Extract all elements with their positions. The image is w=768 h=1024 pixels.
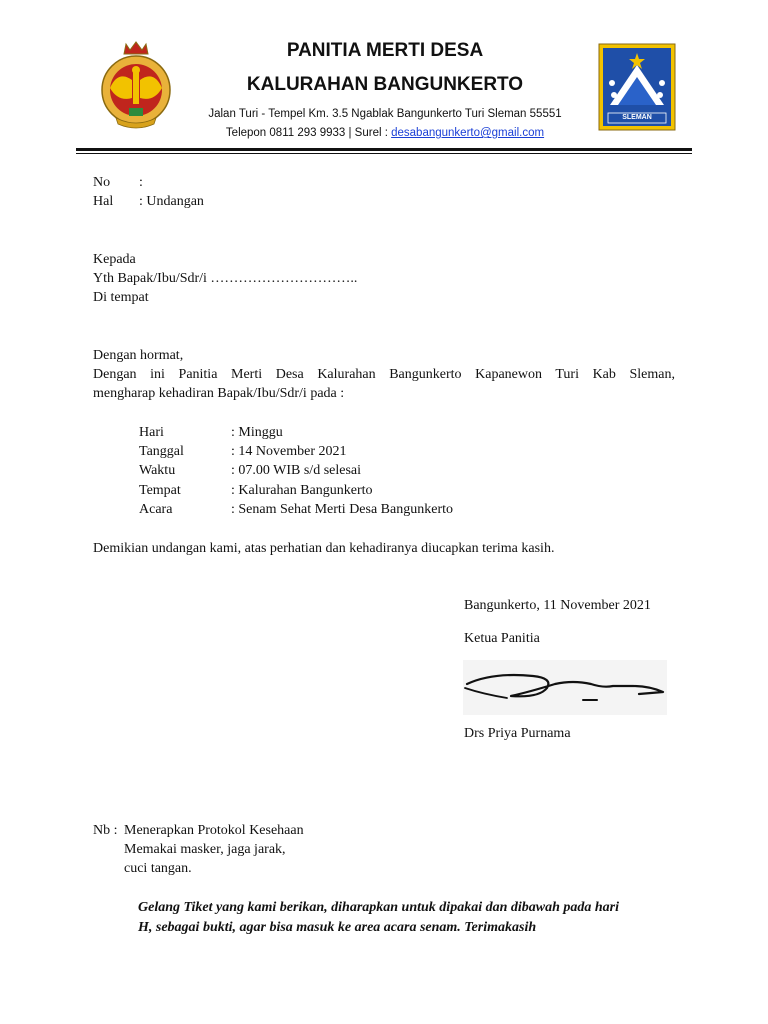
event-value-day: : Minggu [231, 425, 283, 440]
event-label-agenda: Acara [139, 502, 173, 517]
ticket-notice [138, 898, 678, 938]
event-value-time: : 07.00 WIB s/d selesai [231, 463, 362, 478]
email-link[interactable]: desabangunkerto@gmail.com [391, 127, 545, 139]
event-value-place: : Kalurahan Bangunkerto [231, 483, 373, 498]
intro-line-1: Dengan ini Panitia Merti Desa Kalurahan Bangunkerto Kapanewon Turi Kab Sleman, [93, 367, 675, 382]
signature-image [463, 660, 667, 715]
letterhead-divider-thin [76, 153, 692, 154]
greeting: Dengan hormat, [93, 348, 184, 363]
ticket-notice-line-1: Gelang Tiket yang kami berikan, diharapkan untuk dipakai dan dibawah pada hari [138, 900, 620, 915]
ticket-notice-line-2: H, sebagai bukti, agar bisa masuk ke area acara senam. Terimakasih [138, 920, 537, 935]
recipient-kepada: Kepada [93, 252, 136, 267]
note-line-1: Menerapkan Protokol Kesehaan [124, 823, 304, 838]
signature-name: Drs Priya Purnama [464, 726, 571, 741]
signature-place-date: Bangunkerto, 11 November 2021 [464, 598, 651, 613]
event-label-time: Waktu [139, 463, 176, 478]
event-label-date: Tanggal [139, 444, 184, 459]
regency-logo-text: SLEMAN [622, 114, 652, 121]
signature-position: Ketua Panitia [464, 631, 540, 646]
org-contact [170, 127, 600, 139]
event-label-place: Tempat [139, 483, 181, 498]
left-emblem-logo [96, 40, 176, 132]
recipient-name: Yth Bapak/Ibu/Sdr/i ………………………….. [93, 271, 358, 286]
right-regency-logo [598, 43, 676, 131]
note-line-3: cuci tangan. [124, 861, 192, 876]
closing-text: Demikian undangan kami, atas perhatian dan kehadiranya diucapkan terima kasih. [93, 541, 555, 556]
recipient-place: Di tempat [93, 290, 149, 305]
event-label-day: Hari [139, 425, 164, 440]
no-label: No [93, 175, 111, 190]
no-value: : [139, 175, 143, 190]
event-value-agenda: : Senam Sehat Merti Desa Bangunkerto [231, 502, 454, 517]
note-line-2: Memakai masker, jaga jarak, [124, 842, 286, 857]
hal-label: Hal [93, 194, 114, 209]
intro-line-2: mengharap kehadiran Bapak/Ibu/Sdr/i pada : [93, 386, 345, 401]
event-value-date: : 14 November 2021 [231, 444, 347, 459]
note-label: Nb : [93, 823, 118, 838]
org-address: Jalan Turi - Tempel Km. 3.5 Ngablak Bangunkerto Turi Sleman 55551 [208, 108, 562, 120]
contact-phone: Telepon 0811 293 9933 | Surel : [225, 127, 392, 139]
letterhead-divider-thick [76, 148, 692, 151]
org-name-line1: PANITIA MERTI DESA [286, 40, 484, 61]
org-name-line2: KALURAHAN BANGUNKERTO [246, 74, 524, 95]
hal-value: : Undangan [139, 194, 204, 209]
